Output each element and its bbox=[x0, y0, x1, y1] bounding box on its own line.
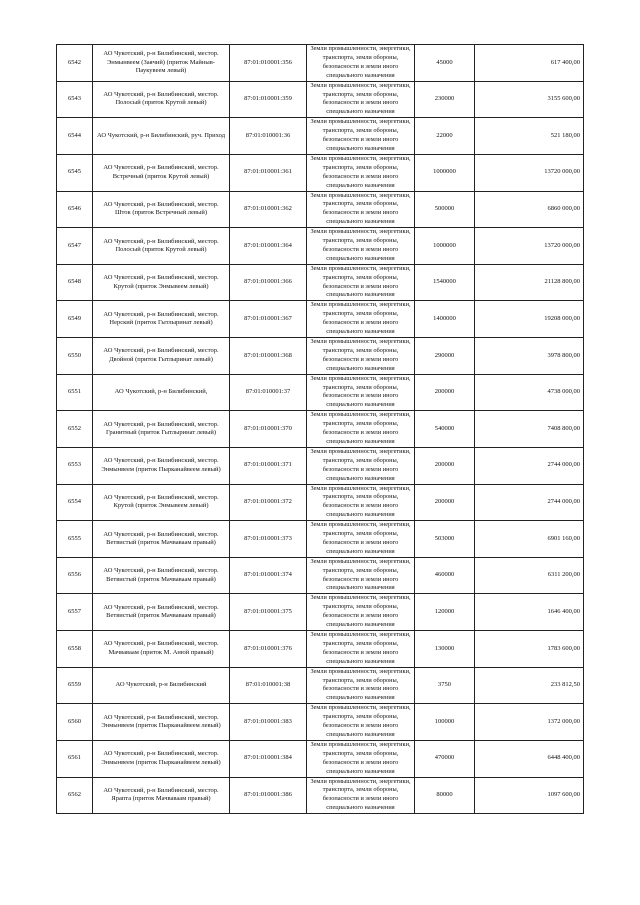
address-cell: АО Чукотский, р-н Билибинский, местор. Энмынвеем (приток Пырканайвеем левый) bbox=[93, 740, 230, 777]
land-category-cell: Земли промышленности, энергетики, транспорта, земли обороны, безопасности и земли иного специального назначения bbox=[307, 264, 415, 301]
land-category-cell: Земли промышленности, энергетики, транспорта, земли обороны, безопасности и земли иного специального назначения bbox=[307, 667, 415, 704]
address-cell: АО Чукотский, р-н Билибинский bbox=[93, 667, 230, 704]
land-register-page bbox=[56, 44, 583, 814]
cadastral-number-cell: 87:01:010001:359 bbox=[230, 81, 307, 118]
row-number: 6554 bbox=[57, 484, 93, 521]
row-number: 6559 bbox=[57, 667, 93, 704]
table-row bbox=[57, 301, 584, 338]
cadastral-number-cell: 87:01:010001:386 bbox=[230, 777, 307, 814]
land-category-cell: Земли промышленности, энергетики, транспорта, земли обороны, безопасности и земли иного специального назначения bbox=[307, 301, 415, 338]
row-number: 6549 bbox=[57, 301, 93, 338]
land-category-cell: Земли промышленности, энергетики, транспорта, земли обороны, безопасности и земли иного специального назначения bbox=[307, 557, 415, 594]
row-number: 6552 bbox=[57, 411, 93, 448]
land-category-cell: Земли промышленности, энергетики, транспорта, земли обороны, безопасности и земли иного специального назначения bbox=[307, 338, 415, 375]
cadastral-cost-cell: 1783 600,00 bbox=[475, 631, 584, 668]
area-cell: 470000 bbox=[415, 740, 475, 777]
cadastral-number-cell: 87:01:010001:356 bbox=[230, 45, 307, 82]
row-number: 6550 bbox=[57, 338, 93, 375]
cadastral-number-cell: 87:01:010001:364 bbox=[230, 228, 307, 265]
table-row bbox=[57, 45, 584, 82]
area-cell: 1000000 bbox=[415, 228, 475, 265]
cadastral-cost-cell: 233 812,50 bbox=[475, 667, 584, 704]
area-cell: 22000 bbox=[415, 118, 475, 155]
land-category-cell: Земли промышленности, энергетики, транспорта, земли обороны, безопасности и земли иного специального назначения bbox=[307, 447, 415, 484]
address-cell: АО Чукотский, р-н Билибинский, местор. Нерский (приток Гытлыринат левый) bbox=[93, 301, 230, 338]
row-number: 6557 bbox=[57, 594, 93, 631]
cadastral-cost-cell: 521 180,00 bbox=[475, 118, 584, 155]
area-cell: 3750 bbox=[415, 667, 475, 704]
row-number: 6551 bbox=[57, 374, 93, 411]
cadastral-cost-cell: 3155 600,00 bbox=[475, 81, 584, 118]
cadastral-cost-cell: 1097 600,00 bbox=[475, 777, 584, 814]
cadastral-cost-cell: 19208 000,00 bbox=[475, 301, 584, 338]
row-number: 6548 bbox=[57, 264, 93, 301]
address-cell: АО Чукотский, р-н Билибинский, местор. Ветвистый (приток Мачваваам правый) bbox=[93, 521, 230, 558]
table-row bbox=[57, 777, 584, 814]
cadastral-number-cell: 87:01:010001:366 bbox=[230, 264, 307, 301]
table-row bbox=[57, 594, 584, 631]
address-cell: АО Чукотский, р-н Билибинский, местор. Ветвистый (приток Мачваваам правый) bbox=[93, 594, 230, 631]
row-number: 6553 bbox=[57, 447, 93, 484]
cadastral-cost-cell: 7408 800,00 bbox=[475, 411, 584, 448]
address-cell: АО Чукотский, р-н Билибинский, местор. Крутой (приток Энмывеем левый) bbox=[93, 484, 230, 521]
cadastral-number-cell: 87:01:010001:37 bbox=[230, 374, 307, 411]
land-parcels-table bbox=[56, 44, 584, 814]
address-cell: АО Чукотский, р-н Билибинский, местор. Энмынвеем (Заячий) (приток Майныв-Паукувеем левый) bbox=[93, 45, 230, 82]
address-cell: АО Чукотский, р-н Билибинский, местор. Энмынвеем (приток Пырканайвеем левый) bbox=[93, 447, 230, 484]
cadastral-number-cell: 87:01:010001:371 bbox=[230, 447, 307, 484]
area-cell: 200000 bbox=[415, 374, 475, 411]
table-row bbox=[57, 557, 584, 594]
table-row bbox=[57, 81, 584, 118]
table-row bbox=[57, 667, 584, 704]
cadastral-number-cell: 87:01:010001:368 bbox=[230, 338, 307, 375]
address-cell: АО Чукотский, р-н Билибинский, местор. Встречный (приток Крутой левый) bbox=[93, 154, 230, 191]
cadastral-number-cell: 87:01:010001:38 bbox=[230, 667, 307, 704]
cadastral-cost-cell: 4738 000,00 bbox=[475, 374, 584, 411]
cadastral-number-cell: 87:01:010001:374 bbox=[230, 557, 307, 594]
cadastral-number-cell: 87:01:010001:373 bbox=[230, 521, 307, 558]
row-number: 6545 bbox=[57, 154, 93, 191]
area-cell: 1000000 bbox=[415, 154, 475, 191]
land-category-cell: Земли промышленности, энергетики, транспорта, земли обороны, безопасности и земли иного специального назначения bbox=[307, 81, 415, 118]
row-number: 6562 bbox=[57, 777, 93, 814]
cadastral-number-cell: 87:01:010001:384 bbox=[230, 740, 307, 777]
cadastral-cost-cell: 1646 400,00 bbox=[475, 594, 584, 631]
cadastral-number-cell: 87:01:010001:361 bbox=[230, 154, 307, 191]
cadastral-number-cell: 87:01:010001:372 bbox=[230, 484, 307, 521]
area-cell: 200000 bbox=[415, 447, 475, 484]
area-cell: 230000 bbox=[415, 81, 475, 118]
land-category-cell: Земли промышленности, энергетики, транспорта, земли обороны, безопасности и земли иного специального назначения bbox=[307, 374, 415, 411]
table-body bbox=[57, 45, 584, 814]
area-cell: 100000 bbox=[415, 704, 475, 741]
land-category-cell: Земли промышленности, энергетики, транспорта, земли обороны, безопасности и земли иного специального назначения bbox=[307, 484, 415, 521]
address-cell: АО Чукотский, р-н Билибинский, местор. Ветвистый (приток Мачваваам правый) bbox=[93, 557, 230, 594]
table-row bbox=[57, 154, 584, 191]
land-category-cell: Земли промышленности, энергетики, транспорта, земли обороны, безопасности и земли иного специального назначения bbox=[307, 704, 415, 741]
address-cell: АО Чукотский, р-н Билибинский, bbox=[93, 374, 230, 411]
land-category-cell: Земли промышленности, энергетики, транспорта, земли обороны, безопасности и земли иного специального назначения bbox=[307, 594, 415, 631]
cadastral-number-cell: 87:01:010001:370 bbox=[230, 411, 307, 448]
cadastral-cost-cell: 6860 000,00 bbox=[475, 191, 584, 228]
address-cell: АО Чукотский, р-н Билибинский, местор. Шток (приток Встречный левый) bbox=[93, 191, 230, 228]
land-category-cell: Земли промышленности, энергетики, транспорта, земли обороны, безопасности и земли иного специального назначения bbox=[307, 740, 415, 777]
area-cell: 503000 bbox=[415, 521, 475, 558]
land-category-cell: Земли промышленности, энергетики, транспорта, земли обороны, безопасности и земли иного специального назначения bbox=[307, 411, 415, 448]
row-number: 6556 bbox=[57, 557, 93, 594]
table-row bbox=[57, 484, 584, 521]
land-category-cell: Земли промышленности, энергетики, транспорта, земли обороны, безопасности и земли иного специального назначения bbox=[307, 228, 415, 265]
area-cell: 1400000 bbox=[415, 301, 475, 338]
area-cell: 200000 bbox=[415, 484, 475, 521]
table-row bbox=[57, 740, 584, 777]
row-number: 6544 bbox=[57, 118, 93, 155]
row-number: 6558 bbox=[57, 631, 93, 668]
address-cell: АО Чукотский, р-н Билибинский, местор. Энмынвеем (приток Пырканайвеем левый) bbox=[93, 704, 230, 741]
cadastral-cost-cell: 6448 400,00 bbox=[475, 740, 584, 777]
row-number: 6560 bbox=[57, 704, 93, 741]
cadastral-cost-cell: 2744 000,00 bbox=[475, 447, 584, 484]
area-cell: 80000 bbox=[415, 777, 475, 814]
address-cell: АО Чукотский, р-н Билибинский, местор. Ярапта (приток Мачваваам правый) bbox=[93, 777, 230, 814]
cadastral-number-cell: 87:01:010001:375 bbox=[230, 594, 307, 631]
table-row bbox=[57, 228, 584, 265]
table-row bbox=[57, 411, 584, 448]
area-cell: 460000 bbox=[415, 557, 475, 594]
cadastral-cost-cell: 13720 000,00 bbox=[475, 154, 584, 191]
cadastral-number-cell: 87:01:010001:367 bbox=[230, 301, 307, 338]
address-cell: АО Чукотский, р-н Билибинский, местор. Гранитный (приток Гытлыринат левый) bbox=[93, 411, 230, 448]
row-number: 6546 bbox=[57, 191, 93, 228]
land-category-cell: Земли промышленности, энергетики, транспорта, земли обороны, безопасности и земли иного специального назначения bbox=[307, 118, 415, 155]
cadastral-number-cell: 87:01:010001:376 bbox=[230, 631, 307, 668]
table-row bbox=[57, 338, 584, 375]
land-category-cell: Земли промышленности, энергетики, транспорта, земли обороны, безопасности и земли иного специального назначения bbox=[307, 631, 415, 668]
area-cell: 540000 bbox=[415, 411, 475, 448]
cadastral-cost-cell: 1372 000,00 bbox=[475, 704, 584, 741]
land-category-cell: Земли промышленности, энергетики, транспорта, земли обороны, безопасности и земли иного специального назначения bbox=[307, 777, 415, 814]
row-number: 6555 bbox=[57, 521, 93, 558]
table-row bbox=[57, 118, 584, 155]
cadastral-number-cell: 87:01:010001:362 bbox=[230, 191, 307, 228]
land-category-cell: Земли промышленности, энергетики, транспорта, земли обороны, безопасности и земли иного специального назначения bbox=[307, 191, 415, 228]
cadastral-number-cell: 87:01:010001:36 bbox=[230, 118, 307, 155]
cadastral-cost-cell: 6901 160,00 bbox=[475, 521, 584, 558]
cadastral-number-cell: 87:01:010001:383 bbox=[230, 704, 307, 741]
table-row bbox=[57, 447, 584, 484]
cadastral-cost-cell: 6311 200,00 bbox=[475, 557, 584, 594]
land-category-cell: Земли промышленности, энергетики, транспорта, земли обороны, безопасности и земли иного специального назначения bbox=[307, 45, 415, 82]
table-row bbox=[57, 631, 584, 668]
address-cell: АО Чукотский, р-н Билибинский, местор. Двойной (приток Гытлыринат левый) bbox=[93, 338, 230, 375]
table-row bbox=[57, 191, 584, 228]
cadastral-cost-cell: 13720 000,00 bbox=[475, 228, 584, 265]
address-cell: АО Чукотский, р-н Билибинский, местор. Полосый (приток Крутой левый) bbox=[93, 228, 230, 265]
address-cell: АО Чукотский, р-н Билибинский, местор. Крутой (приток Энмывеем левый) bbox=[93, 264, 230, 301]
row-number: 6561 bbox=[57, 740, 93, 777]
cadastral-cost-cell: 3978 800,00 bbox=[475, 338, 584, 375]
table-row bbox=[57, 521, 584, 558]
area-cell: 500000 bbox=[415, 191, 475, 228]
row-number: 6543 bbox=[57, 81, 93, 118]
land-category-cell: Земли промышленности, энергетики, транспорта, земли обороны, безопасности и земли иного специального назначения bbox=[307, 154, 415, 191]
address-cell: АО Чукотский, р-н Билибинский, руч. Приход bbox=[93, 118, 230, 155]
cadastral-cost-cell: 21128 800,00 bbox=[475, 264, 584, 301]
area-cell: 290000 bbox=[415, 338, 475, 375]
area-cell: 120000 bbox=[415, 594, 475, 631]
row-number: 6547 bbox=[57, 228, 93, 265]
address-cell: АО Чукотский, р-н Билибинский, местор. Мачваваам (приток М. Анюй правый) bbox=[93, 631, 230, 668]
row-number: 6542 bbox=[57, 45, 93, 82]
table-row bbox=[57, 374, 584, 411]
table-row bbox=[57, 264, 584, 301]
land-category-cell: Земли промышленности, энергетики, транспорта, земли обороны, безопасности и земли иного специального назначения bbox=[307, 521, 415, 558]
address-cell: АО Чукотский, р-н Билибинский, местор. Полосый (приток Крутой левый) bbox=[93, 81, 230, 118]
area-cell: 45000 bbox=[415, 45, 475, 82]
area-cell: 130000 bbox=[415, 631, 475, 668]
table-row bbox=[57, 704, 584, 741]
area-cell: 1540000 bbox=[415, 264, 475, 301]
cadastral-cost-cell: 2744 000,00 bbox=[475, 484, 584, 521]
cadastral-cost-cell: 617 400,00 bbox=[475, 45, 584, 82]
